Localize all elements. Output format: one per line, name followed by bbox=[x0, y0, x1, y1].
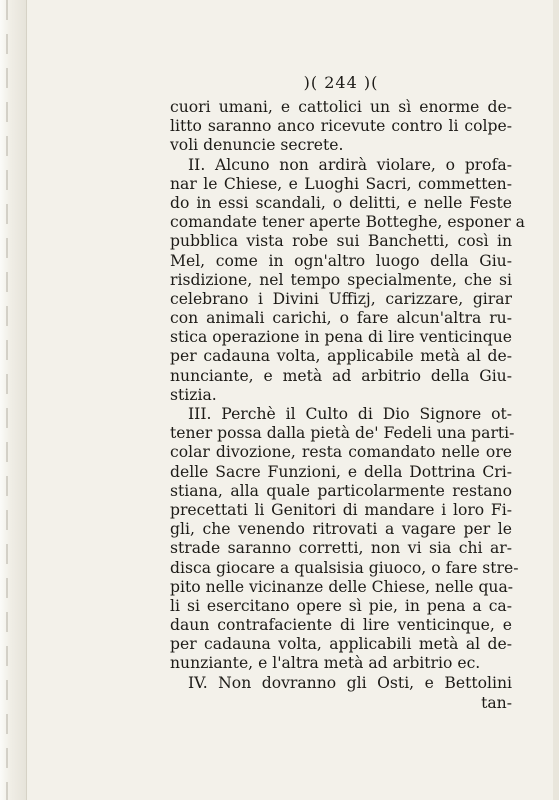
text-line: risdizione, nel tempo specialmente, che si bbox=[170, 270, 512, 289]
text-line: nunciante, e metà ad arbitrio della Giu- bbox=[170, 366, 512, 385]
text-line: do in essi scandali, o delitti, e nelle Feste bbox=[170, 193, 512, 212]
text-line: Mel, come in ogn'altro luogo della Giu- bbox=[170, 251, 512, 270]
text-line: precettati li Genitori di mandare i loro Fi- bbox=[170, 500, 512, 519]
paragraph-start-IV: IV. Non dovranno gli Osti, e Bettolini bbox=[188, 673, 512, 692]
text-line: gli, che venendo ritrovati a vagare per le bbox=[170, 520, 512, 539]
text-line: daun contrafaciente di lire venticinque, e bbox=[170, 616, 512, 635]
text-line: per cadauna volta, applicabili metà al de- bbox=[170, 635, 512, 654]
text-line: nunziante, e l'altra metà ad arbitrio ec. bbox=[170, 654, 481, 673]
text-line: celebrano i Divini Uffizj, carizzare, girar bbox=[170, 289, 512, 308]
text-line: tener possa dalla pietà de' Fedeli una parti- bbox=[170, 424, 515, 443]
text-line: nar le Chiese, e Luoghi Sacri, commetten- bbox=[170, 174, 512, 193]
text-line: cuori umani, e cattolici un sì enorme de- bbox=[170, 98, 512, 116]
text-line: per cadauna volta, applicabile metà al de- bbox=[170, 347, 512, 366]
text-line: stica operazione in pena di lire venticinque bbox=[170, 328, 512, 347]
text-line: delle Sacre Funzioni, e della Dottrina Cri- bbox=[170, 462, 512, 481]
text-line: strade saranno corretti, non vi sia chi ar- bbox=[170, 539, 512, 558]
text-line: voli denuncie secrete. bbox=[170, 136, 344, 155]
catchword: tan- bbox=[481, 693, 512, 712]
paragraph-start-II: II. Alcuno non ardirà violare, o profa- bbox=[188, 155, 512, 174]
text-line: litto saranno anco ricevute contro li colpe- bbox=[170, 117, 512, 136]
text-line: stiana, alla quale particolarmente restano bbox=[170, 481, 512, 500]
page-number: )( 244 )( bbox=[303, 73, 379, 92]
page-left-edge bbox=[0, 0, 27, 800]
text-line: con animali carichi, o fare alcun'altra ru- bbox=[170, 309, 512, 328]
text-line: colar divozione, resta comandato nelle ore bbox=[170, 443, 512, 462]
text-line: disca giocare a qualsisia giuoco, o fare stre- bbox=[170, 558, 519, 577]
text-line: comandate tener aperte Botteghe, esponer a bbox=[170, 213, 525, 232]
text-line: stizia. bbox=[170, 385, 217, 404]
text-line: pubblica vista robe sui Banchetti, così in bbox=[170, 232, 512, 251]
page-right-edge bbox=[553, 0, 559, 800]
paragraph-start-III: III. Perchè il Culto di Dio Signore ot- bbox=[188, 405, 512, 423]
text-line: li si esercitano opere sì pie, in pena a ca- bbox=[170, 596, 512, 615]
text-line: pito nelle vicinanze delle Chiese, nelle qua- bbox=[170, 577, 514, 596]
text-block bbox=[170, 70, 525, 713]
